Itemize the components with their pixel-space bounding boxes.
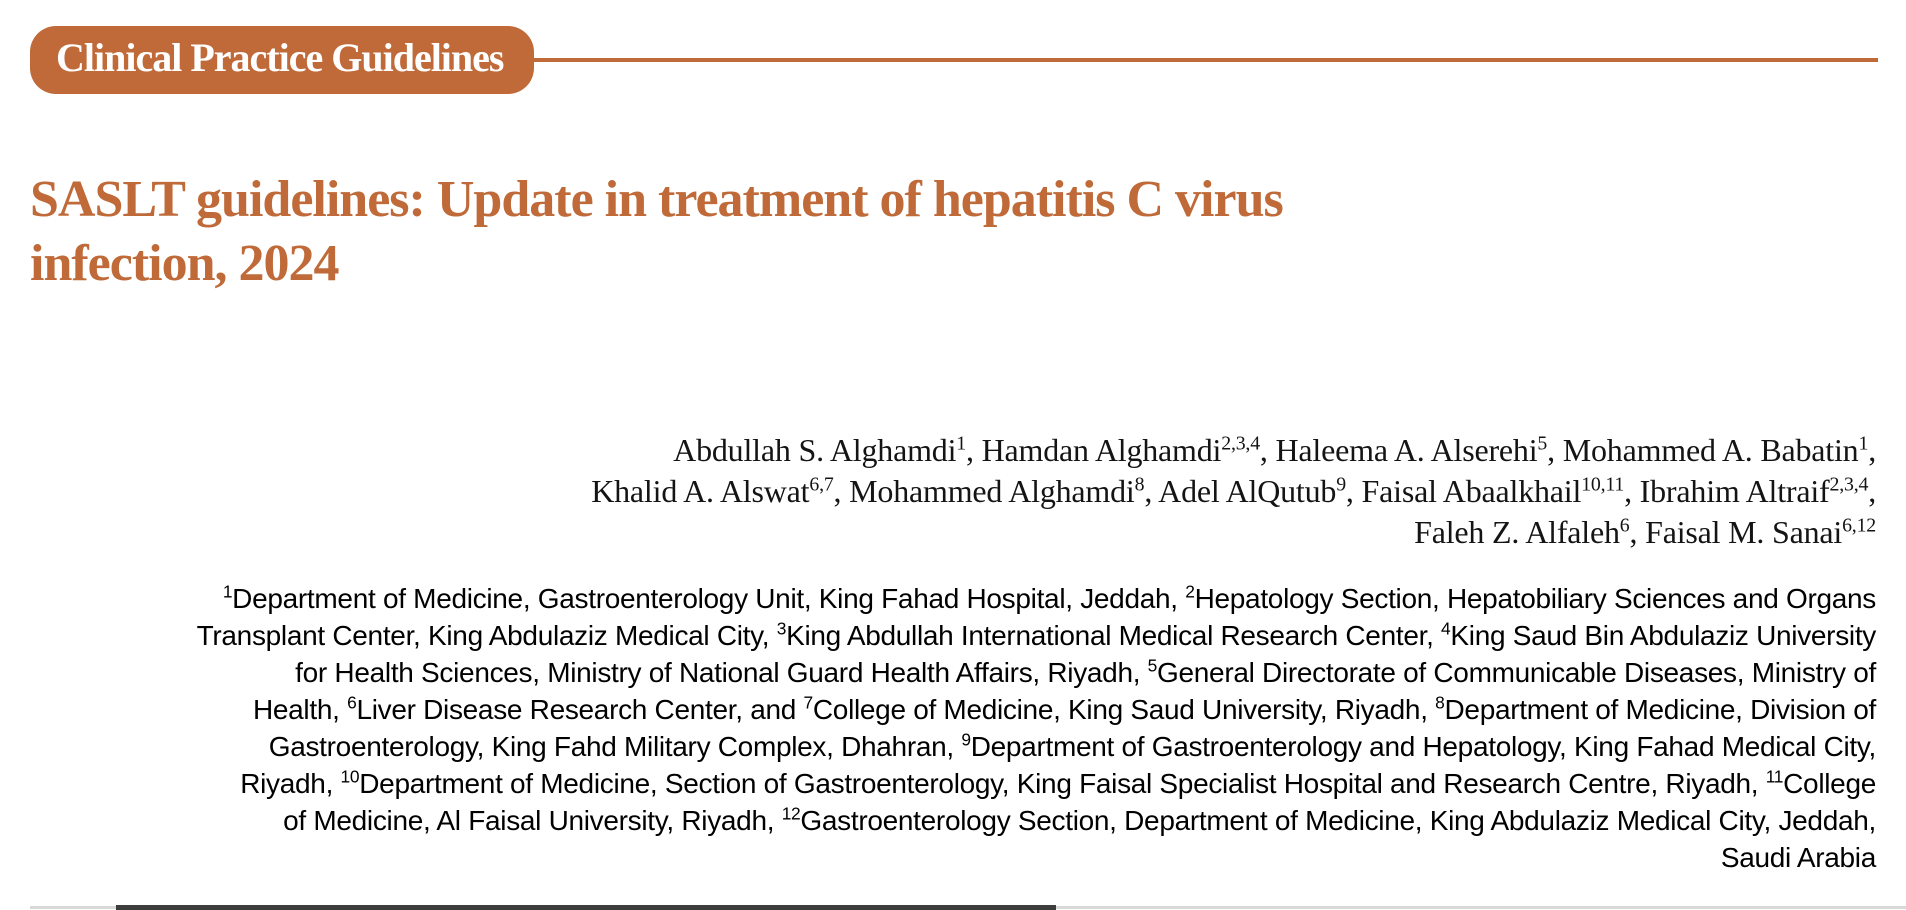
affiliation-line: for Health Sciences, Ministry of National Guard Health Affairs, Riyadh, $^5$General Directorate of Communicable Diseases, Ministry of <box>295 655 1876 688</box>
affiliation-list <box>30 580 1876 876</box>
bottom-divider-dark <box>116 905 1056 910</box>
author-line: Abdullah S. Alghamdi$^1$, Hamdan Alghamdi$^{2,3,4}$, Haleema A. Alserehi$^5$, Mohammed A. Babatin$^1$, <box>673 432 1876 468</box>
author-line: Khalid A. Alswat$^{6,7}$, Mohammed Alghamdi$^8$, Adel AlQutub$^9$, Faisal Abaalkhail$^{10,11}$, Ibrahim Altraif$^{2,3,4}$, <box>591 473 1876 509</box>
header-banner-row <box>30 20 1878 100</box>
affiliation-line: $^1$Department of Medicine, Gastroenterology Unit, King Fahad Hospital, Jeddah, $^2$Hepatology Section, Hepatobiliary Sciences and Organs <box>222 581 1876 614</box>
affiliation-line: Riyadh, $^{10}$Department of Medicine, Section of Gastroenterology, King Faisal Specialist Hospital and Research Centre, Riyadh, $^{11}$College <box>240 766 1876 799</box>
clinical-practice-guidelines-badge: Clinical Practice Guidelines <box>30 26 534 94</box>
affiliation-line: Transplant Center, King Abdulaziz Medical City, $^3$King Abdullah International Medical Research Center, $^4$King Saud Bin Abdulaziz University <box>196 618 1876 651</box>
article-title-line: SASLT guidelines: Update in treatment of hepatitis C virus <box>30 171 1283 228</box>
article-title-line: infection, 2024 <box>30 235 339 292</box>
affiliation-line: Health, $^6$Liver Disease Research Center, and $^7$College of Medicine, King Saud University, Riyadh, $^8$Department of Medicine, Division of <box>252 692 1876 725</box>
article-title <box>30 168 1730 296</box>
header-rule <box>528 58 1879 62</box>
affiliation-line: of Medicine, Al Faisal University, Riyadh, $^{12}$Gastroenterology Section, Department of Medicine, King Abdulaziz Medical City, Jeddah, <box>283 803 1876 836</box>
affiliation-line: Gastroenterology, King Fahd Military Complex, Dhahran, $^9$Department of Gastroenterology and Hepatology, King Fahad Medical City, <box>268 729 1876 762</box>
author-line: Faleh Z. Alfaleh$^6$, Faisal M. Sanai$^{6,12}$ <box>1414 514 1876 550</box>
author-list <box>30 430 1876 553</box>
affiliation-line: Saudi Arabia <box>1720 842 1876 873</box>
